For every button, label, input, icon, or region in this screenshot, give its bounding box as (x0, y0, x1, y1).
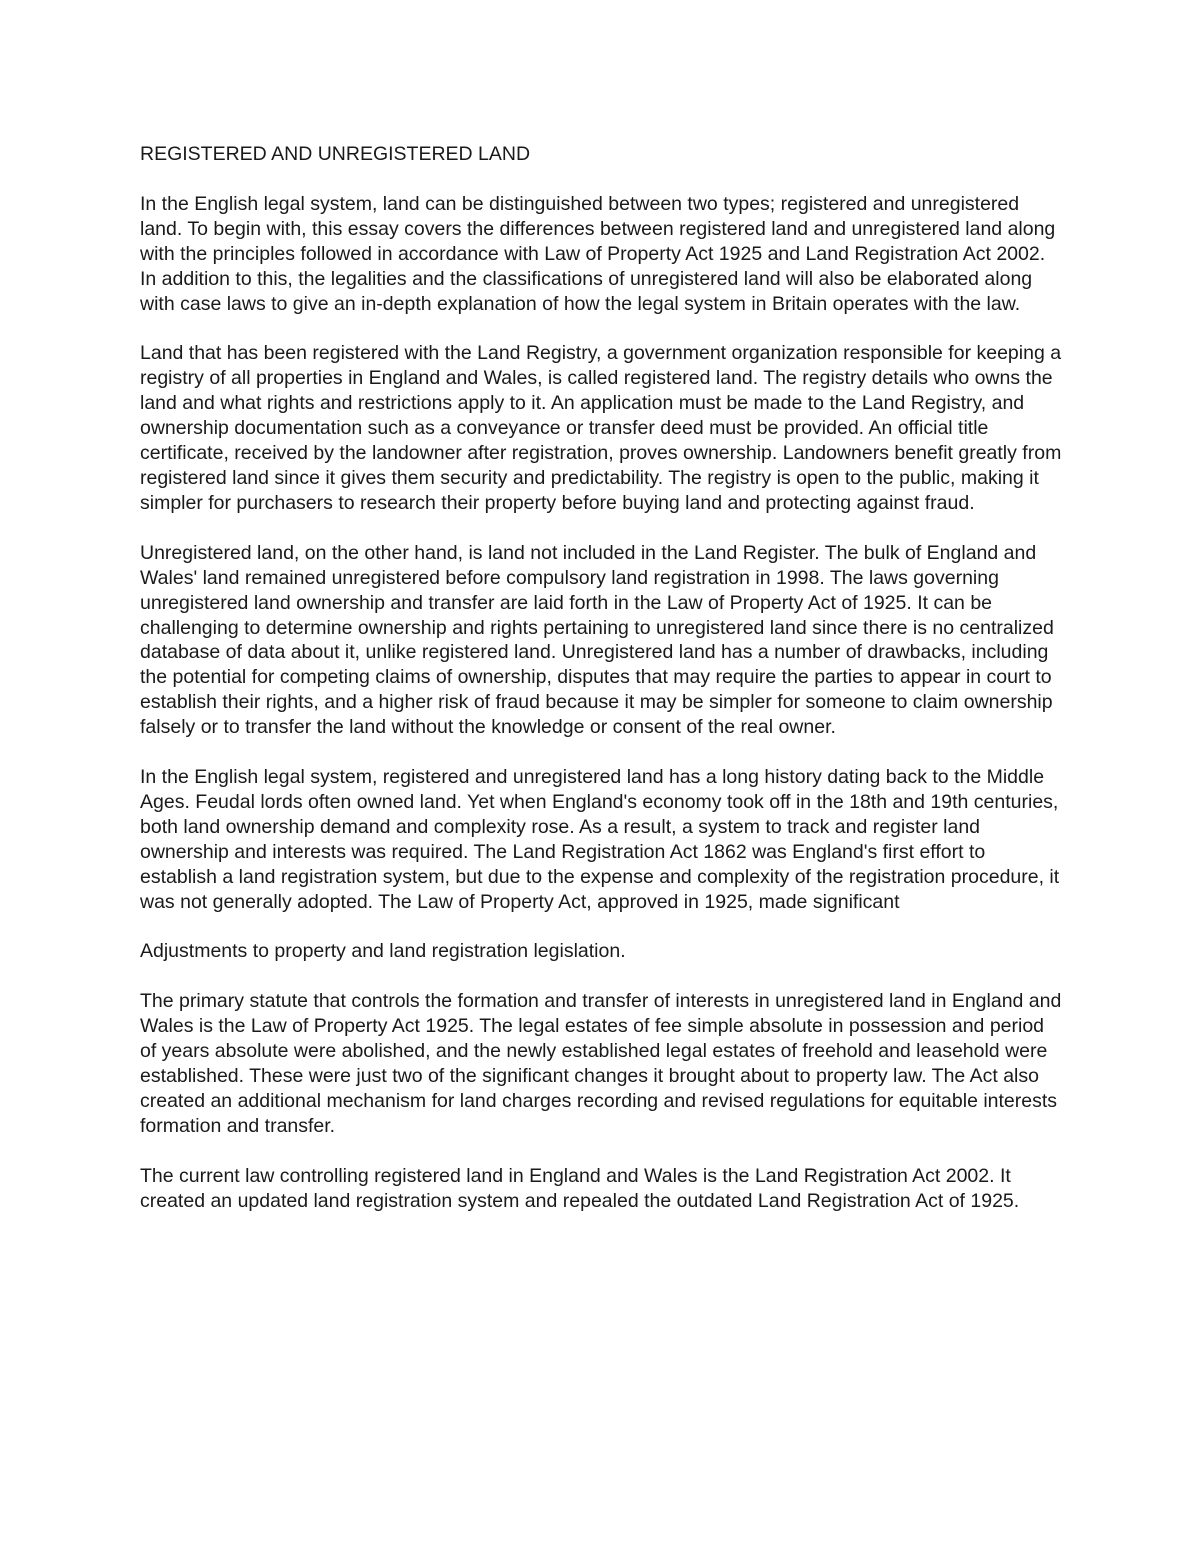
paragraph-adjustments: Adjustments to property and land registration legislation. (140, 940, 626, 963)
paragraph-registered-land: Land that has been registered with the Land Registry, a government organization responsible for keeping a registry of all properties in England and Wales, is called registered land. The registry details who owns the land and what rights and restrictions apply to it. An application must be made to the Land Registry, and ownership documentation such as a conveyance or transfer deed must be provided. An official title certificate, received by the landowner after registration, proves ownership. Landowners benefit greatly from registered land since it gives them security and predictability. The registry is open to the public, making it simpler for purchasers to research their property before buying land and protecting against fraud. (140, 342, 1062, 514)
paragraph-law-of-property-act: The primary statute that controls the formation and transfer of interests in unregistered land in England and Wales is the Law of Property Act 1925. The legal estates of fee simple absolute in possession and period of years absolute were abolished, and the newly established legal estates of freehold and leasehold were established. These were just two of the significant changes it brought about to property law. The Act also created an additional mechanism for land charges recording and revised regulations for equitable interests formation and transfer. (140, 990, 1062, 1137)
paragraph-history: In the English legal system, registered and unregistered land has a long history dating back to the Middle Ages. Feudal lords often owned land. Yet when England's economy took off in the 18th and 19th centuries, both land ownership demand and complexity rose. As a result, a system to track and register land ownership and interests was required. The Land Registration Act 1862 was England's first effort to establish a land registration system, but due to the expense and complexity of the registration procedure, it was not generally adopted. The Law of Property Act, approved in 1925, made significant (140, 766, 1060, 913)
paragraph-unregistered-land: Unregistered land, on the other hand, is land not included in the Land Register. The bulk of England and Wales' land remained unregistered before compulsory land registration in 1998. The laws governing unregistered land ownership and transfer are laid forth in the Law of Property Act of 1925. It can be challenging to determine ownership and rights pertaining to unregistered land since there is no centralized database of data about it, unlike registered land. Unregistered land has a number of drawbacks, including the potential for competing claims of ownership, disputes that may require the parties to appear in court to establish their rights, and a higher risk of fraud because it may be simpler for someone to claim ownership falsely or to transfer the land without the knowledge or consent of the real owner. (140, 541, 1054, 739)
document-body (140, 142, 1065, 1239)
paragraph-introduction: In the English legal system, land can be distinguished between two types; registered and unregistered land. To begin with, this essay covers the differences between registered land and unregistered land along with the principles followed in accordance with Law of Property Act 1925 and Land Registration Act 2002. In addition to this, the legalities and the classifications of unregistered land will also be elaborated along with case laws to give an in-depth explanation of how the legal system in Britain operates with the law. (140, 192, 1056, 315)
paragraph-land-registration-act: The current law controlling registered land in England and Wales is the Land Registration Act 2002. It created an updated land registration system and repealed the outdated Land Registration Act of 1925. (140, 1164, 1020, 1212)
document-title: REGISTERED AND UNREGISTERED LAND (140, 143, 531, 165)
